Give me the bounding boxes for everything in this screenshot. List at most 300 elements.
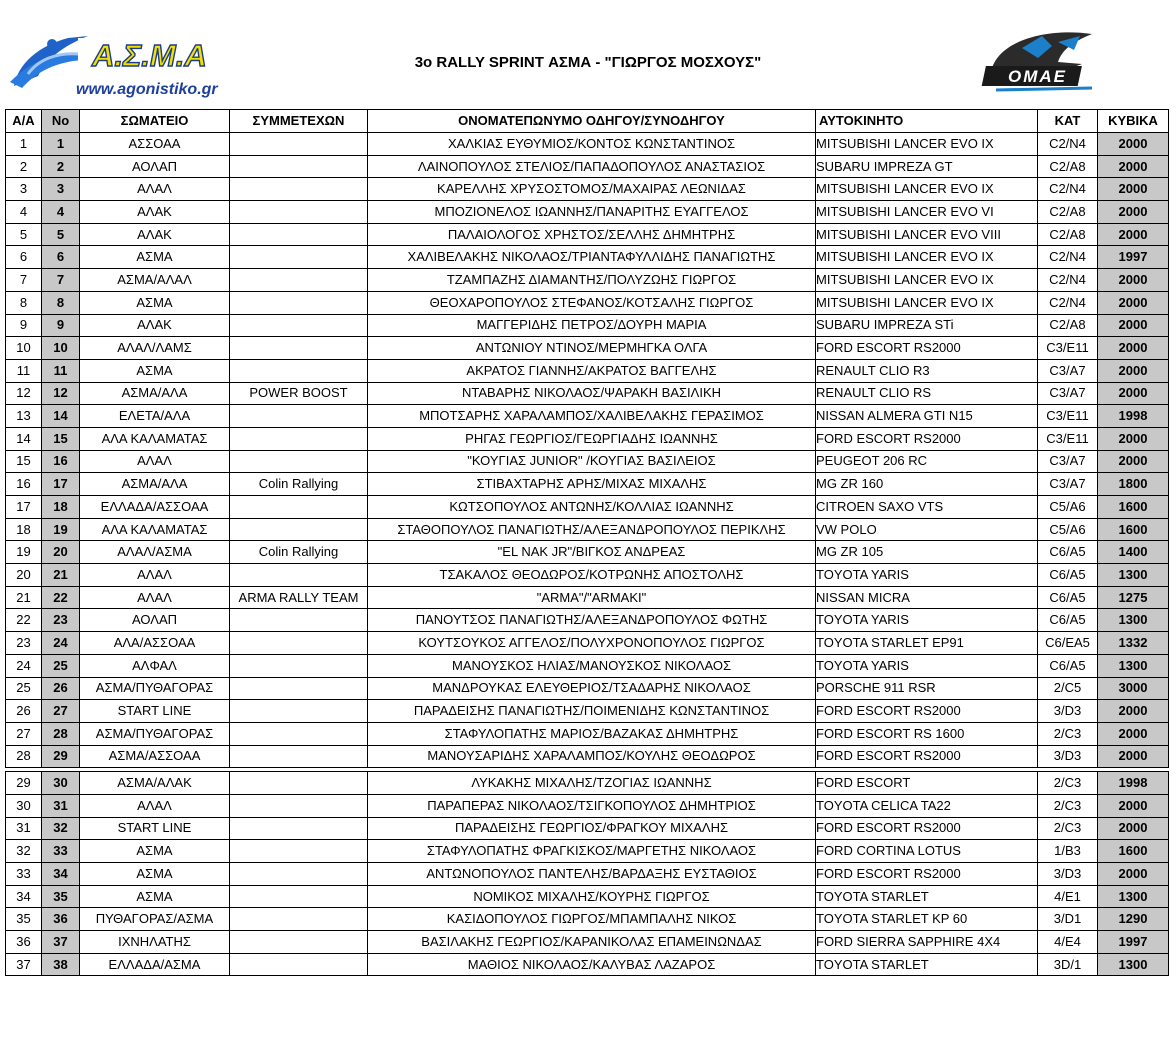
table-row: [6, 405, 1169, 428]
row-car: RENAULT CLIO RS: [816, 382, 1038, 405]
row-aa: 25: [6, 677, 42, 700]
row-club: ΑΛΑΛ: [80, 178, 230, 201]
row-cc: 1300: [1098, 564, 1169, 587]
row-car: TOYOTA STARLET EP91: [816, 632, 1038, 655]
row-cc: 2000: [1098, 382, 1169, 405]
row-club: ΑΣΜΑ/ΑΛΑΚ: [80, 772, 230, 795]
row-entrant: [230, 178, 368, 201]
row-entrant: [230, 722, 368, 745]
row-cc: 2000: [1098, 745, 1169, 768]
row-car: MITSUBISHI LANCER EVO VIII: [816, 223, 1038, 246]
row-car: SUBARU IMPREZA GT: [816, 155, 1038, 178]
row-entrant: [230, 908, 368, 931]
row-no: 16: [42, 450, 80, 473]
row-aa: 11: [6, 359, 42, 382]
row-class: C2/A8: [1038, 201, 1098, 224]
row-no: 4: [42, 201, 80, 224]
row-no: 11: [42, 359, 80, 382]
row-class: C2/N4: [1038, 178, 1098, 201]
row-no: 28: [42, 722, 80, 745]
row-entrant: [230, 564, 368, 587]
row-no: 14: [42, 405, 80, 428]
logo-left-url: www.agonistiko.gr: [76, 81, 218, 98]
table-row: [6, 518, 1169, 541]
table-header-row: [6, 110, 1169, 133]
row-no: 33: [42, 840, 80, 863]
row-no: 31: [42, 794, 80, 817]
row-no: 17: [42, 473, 80, 496]
table-row: [6, 794, 1169, 817]
table-row: [6, 745, 1169, 768]
row-no: 29: [42, 745, 80, 768]
row-club: ΑΛΑΚ: [80, 314, 230, 337]
row-class: 2/C3: [1038, 722, 1098, 745]
row-club: ΑΛΑΚ: [80, 223, 230, 246]
row-crew: ΑΝΤΩΝΟΠΟΥΛΟΣ ΠΑΝΤΕΛΗΣ/ΒΑΡΔΑΞΗΣ ΕΥΣΤΑΘΙΟΣ: [368, 863, 816, 886]
row-aa: 13: [6, 405, 42, 428]
row-class: C2/A8: [1038, 314, 1098, 337]
row-no: 3: [42, 178, 80, 201]
row-club: ΑΣΜΑ/ΑΛΑ: [80, 473, 230, 496]
row-entrant: [230, 609, 368, 632]
row-cc: 1300: [1098, 654, 1169, 677]
row-aa: 2: [6, 155, 42, 178]
row-cc: 2000: [1098, 269, 1169, 292]
row-no: 26: [42, 677, 80, 700]
row-club: ΑΛΑ/ΑΣΣΟΑΑ: [80, 632, 230, 655]
row-entrant: [230, 700, 368, 723]
row-entrant: ARMA RALLY TEAM: [230, 586, 368, 609]
row-entrant: [230, 677, 368, 700]
row-class: 2/C3: [1038, 794, 1098, 817]
row-aa: 31: [6, 817, 42, 840]
row-aa: 7: [6, 269, 42, 292]
row-crew: ΜΑΝΟΥΣΑΡΙΔΗΣ ΧΑΡΑΛΑΜΠΟΣ/ΚΟΥΛΗΣ ΘΕΟΔΩΡΟΣ: [368, 745, 816, 768]
row-entrant: [230, 496, 368, 519]
row-entrant: Colin Rallying: [230, 473, 368, 496]
row-crew: ΛΑΙΝΟΠΟΥΛΟΣ ΣΤΕΛΙΟΣ/ΠΑΠΑΔΟΠΟΥΛΟΣ ΑΝΑΣΤΑΣΙΟΣ: [368, 155, 816, 178]
row-no: 8: [42, 291, 80, 314]
table-row: [6, 178, 1169, 201]
row-entrant: [230, 359, 368, 382]
row-crew: ΚΑΡΕΛΛΗΣ ΧΡΥΣΟΣΤΟΜΟΣ/ΜΑΧΑΙΡΑΣ ΛΕΩΝΙΔΑΣ: [368, 178, 816, 201]
row-cc: 2000: [1098, 359, 1169, 382]
row-club: ΑΛΑΛ: [80, 794, 230, 817]
row-cc: 2000: [1098, 794, 1169, 817]
row-car: FORD ESCORT RS 1600: [816, 722, 1038, 745]
row-no: 9: [42, 314, 80, 337]
table-row: [6, 908, 1169, 931]
row-no: 2: [42, 155, 80, 178]
row-car: SUBARU IMPREZA STi: [816, 314, 1038, 337]
row-entrant: [230, 840, 368, 863]
table-row: [6, 772, 1169, 795]
row-cc: 1332: [1098, 632, 1169, 655]
row-crew: ΣΤΑΦΥΛΟΠΑΤΗΣ ΦΡΑΓΚΙΣΚΟΣ/ΜΑΡΓΕΤΗΣ ΝΙΚΟΛΑΟΣ: [368, 840, 816, 863]
row-cc: 2000: [1098, 863, 1169, 886]
table-row: [6, 609, 1169, 632]
row-club: ΑΣΜΑ: [80, 359, 230, 382]
row-club: ΑΣΜΑ: [80, 246, 230, 269]
row-aa: 28: [6, 745, 42, 768]
page-title: 3o RALLY SPRINT ΑΣΜΑ - "ΓΙΩΡΓΟΣ ΜΟΣΧΟΥΣ": [414, 54, 762, 71]
row-club: ΑΣΣΟΑΑ: [80, 133, 230, 156]
row-car: FORD ESCORT RS2000: [816, 863, 1038, 886]
row-club: ΑΟΛΑΠ: [80, 609, 230, 632]
row-aa: 3: [6, 178, 42, 201]
row-class: C3/E11: [1038, 405, 1098, 428]
row-entrant: [230, 885, 368, 908]
row-car: TOYOTA STARLET KP 60: [816, 908, 1038, 931]
row-no: 25: [42, 654, 80, 677]
row-aa: 22: [6, 609, 42, 632]
logo-right-text: ΟΜΑΕ: [1008, 67, 1067, 86]
row-crew: ΜΠΟΖΙΟΝΕΛΟΣ ΙΩΑΝΝΗΣ/ΠΑΝΑΡΙΤΗΣ ΕΥΑΓΓΕΛΟΣ: [368, 201, 816, 224]
row-aa: 34: [6, 885, 42, 908]
row-car: PORSCHE 911 RSR: [816, 677, 1038, 700]
table-row: [6, 269, 1169, 292]
row-class: 3/D3: [1038, 700, 1098, 723]
row-class: 3/D1: [1038, 908, 1098, 931]
col-header-cc: ΚΥΒΙΚΑ: [1098, 110, 1169, 133]
row-club: ΑΣΜΑ/ΠΥΘΑΓΟΡΑΣ: [80, 677, 230, 700]
table-row: [6, 541, 1169, 564]
row-class: C6/A5: [1038, 609, 1098, 632]
row-club: ΑΣΜΑ/ΑΣΣΟΑΑ: [80, 745, 230, 768]
row-club: ΑΛΑΛ: [80, 586, 230, 609]
logo-left-text: Α.Σ.Μ.Α: [92, 38, 207, 73]
row-class: C3/A7: [1038, 359, 1098, 382]
row-class: 4/E1: [1038, 885, 1098, 908]
row-club: START LINE: [80, 817, 230, 840]
row-club: ΑΣΜΑ: [80, 840, 230, 863]
row-crew: ΒΑΣΙΛΑΚΗΣ ΓΕΩΡΓΙΟΣ/ΚΑΡΑΝΙΚΟΛΑΣ ΕΠΑΜΕΙΝΩΝΔΑΣ: [368, 931, 816, 954]
row-no: 22: [42, 586, 80, 609]
row-crew: ΑΚΡΑΤΟΣ ΓΙΑΝΝΗΣ/ΑΚΡΑΤΟΣ ΒΑΓΓΕΛΗΣ: [368, 359, 816, 382]
table-row: [6, 564, 1169, 587]
row-aa: 5: [6, 223, 42, 246]
table-row: [6, 382, 1169, 405]
row-aa: 20: [6, 564, 42, 587]
row-cc: 2000: [1098, 427, 1169, 450]
row-entrant: [230, 745, 368, 768]
row-entrant: [230, 518, 368, 541]
row-cc: 1300: [1098, 953, 1169, 976]
row-entrant: [230, 863, 368, 886]
row-entrant: [230, 405, 368, 428]
row-crew: ΛΥΚΑΚΗΣ ΜΙΧΑΛΗΣ/ΤΖΟΓΙΑΣ ΙΩΑΝΝΗΣ: [368, 772, 816, 795]
row-cc: 2000: [1098, 133, 1169, 156]
row-cc: 2000: [1098, 155, 1169, 178]
row-aa: 9: [6, 314, 42, 337]
row-car: TOYOTA CELICA TA22: [816, 794, 1038, 817]
row-aa: 8: [6, 291, 42, 314]
row-crew: ΠΑΡΑΠΕΡΑΣ ΝΙΚΟΛΑΟΣ/ΤΣΙΓΚΟΠΟΥΛΟΣ ΔΗΜΗΤΡΙΟΣ: [368, 794, 816, 817]
table-row: [6, 314, 1169, 337]
row-crew: ΜΑΘΙΟΣ ΝΙΚΟΛΑΟΣ/ΚΑΛΥΒΑΣ ΛΑΖΑΡΟΣ: [368, 953, 816, 976]
row-cc: 2000: [1098, 700, 1169, 723]
row-car: MITSUBISHI LANCER EVO IX: [816, 269, 1038, 292]
row-crew: ΚΟΥΤΣΟΥΚΟΣ ΑΓΓΕΛΟΣ/ΠΟΛΥΧΡΟΝΟΠΟΥΛΟΣ ΓΙΩΡΓΟΣ: [368, 632, 816, 655]
omae-logo: [962, 28, 1122, 98]
row-entrant: [230, 291, 368, 314]
row-class: 2/C5: [1038, 677, 1098, 700]
row-no: 10: [42, 337, 80, 360]
table-row: [6, 496, 1169, 519]
table-row: [6, 632, 1169, 655]
row-class: 3/D3: [1038, 863, 1098, 886]
row-class: C6/A5: [1038, 586, 1098, 609]
row-club: ΑΣΜΑ/ΑΛΑΛ: [80, 269, 230, 292]
row-entrant: [230, 337, 368, 360]
row-aa: 26: [6, 700, 42, 723]
row-cc: 1290: [1098, 908, 1169, 931]
row-class: C3/A7: [1038, 473, 1098, 496]
row-crew: ΣΤΑΦΥΛΟΠΑΤΗΣ ΜΑΡΙΟΣ/ΒΑΖΑΚΑΣ ΔΗΜΗΤΡΗΣ: [368, 722, 816, 745]
row-entrant: [230, 632, 368, 655]
row-crew: ΧΑΛΚΙΑΣ ΕΥΘΥΜΙΟΣ/ΚΟΝΤΟΣ ΚΩΝΣΤΑΝΤΙΝΟΣ: [368, 133, 816, 156]
row-entrant: [230, 201, 368, 224]
row-club: ΕΛΛΑΔΑ/ΑΣΣΟΑΑ: [80, 496, 230, 519]
row-cc: 2000: [1098, 178, 1169, 201]
row-aa: 19: [6, 541, 42, 564]
row-crew: ΚΑΣΙΔΟΠΟΥΛΟΣ ΓΙΩΡΓΟΣ/ΜΠΑΜΠΑΛΗΣ ΝΙΚΟΣ: [368, 908, 816, 931]
row-no: 5: [42, 223, 80, 246]
row-class: C3/A7: [1038, 450, 1098, 473]
row-cc: 1600: [1098, 496, 1169, 519]
row-club: ΑΣΜΑ: [80, 291, 230, 314]
row-crew: ΧΑΛΙΒΕΛΑΚΗΣ ΝΙΚΟΛΑΟΣ/ΤΡΙΑΝΤΑΦΥΛΛΙΔΗΣ ΠΑΝΑΓΙΩΤΗΣ: [368, 246, 816, 269]
row-aa: 10: [6, 337, 42, 360]
row-aa: 37: [6, 953, 42, 976]
row-entrant: [230, 953, 368, 976]
row-club: ΑΛΑΛ/ΑΣΜΑ: [80, 541, 230, 564]
row-cc: 2000: [1098, 450, 1169, 473]
row-entrant: Colin Rallying: [230, 541, 368, 564]
table-row: [6, 840, 1169, 863]
row-class: C3/E11: [1038, 427, 1098, 450]
row-no: 27: [42, 700, 80, 723]
row-class: C5/A6: [1038, 518, 1098, 541]
col-header-crew: ΟΝΟΜΑΤΕΠΩΝΥΜΟ ΟΔΗΓΟΥ/ΣΥΝΟΔΗΓΟΥ: [368, 110, 816, 133]
row-club: ΑΛΑΚ: [80, 201, 230, 224]
row-aa: 17: [6, 496, 42, 519]
row-club: ΑΟΛΑΠ: [80, 155, 230, 178]
row-crew: ΜΑΝΔΡΟΥΚΑΣ ΕΛΕΥΘΕΡΙΟΣ/ΤΣΑΔΑΡΗΣ ΝΙΚΟΛΑΟΣ: [368, 677, 816, 700]
row-car: TOYOTA STARLET: [816, 953, 1038, 976]
table-row: [6, 654, 1169, 677]
row-no: 23: [42, 609, 80, 632]
row-car: FORD ESCORT: [816, 772, 1038, 795]
row-crew: "ARMA"/"ARMAKI": [368, 586, 816, 609]
row-no: 35: [42, 885, 80, 908]
col-header-class: ΚΑΤ: [1038, 110, 1098, 133]
table-row: [6, 155, 1169, 178]
table-row: [6, 337, 1169, 360]
col-header-aa: Α/Α: [6, 110, 42, 133]
row-club: ΑΣΜΑ/ΑΛΑ: [80, 382, 230, 405]
row-cc: 1600: [1098, 518, 1169, 541]
row-class: C2/N4: [1038, 133, 1098, 156]
row-aa: 18: [6, 518, 42, 541]
table-row: [6, 473, 1169, 496]
col-header-no: Νο: [42, 110, 80, 133]
row-cc: 2000: [1098, 337, 1169, 360]
row-class: C2/A8: [1038, 223, 1098, 246]
row-no: 21: [42, 564, 80, 587]
row-car: TOYOTA YARIS: [816, 609, 1038, 632]
row-aa: 30: [6, 794, 42, 817]
row-cc: 3000: [1098, 677, 1169, 700]
row-crew: "ΚΟΥΓΙΑΣ JUNIOR" /ΚΟΥΓΙΑΣ ΒΑΣΙΛΕΙΟΣ: [368, 450, 816, 473]
table-row: [6, 953, 1169, 976]
row-club: ΑΛΑ ΚΑΛΑΜΑΤΑΣ: [80, 427, 230, 450]
row-entrant: [230, 427, 368, 450]
row-cc: 1998: [1098, 772, 1169, 795]
table-row: [6, 359, 1169, 382]
row-cc: 1275: [1098, 586, 1169, 609]
row-class: C3/E11: [1038, 337, 1098, 360]
row-entrant: [230, 223, 368, 246]
row-cc: 1300: [1098, 885, 1169, 908]
row-club: ΑΛΑΛ/ΛΑΜΣ: [80, 337, 230, 360]
row-entrant: [230, 155, 368, 178]
row-crew: ΡΗΓΑΣ ΓΕΩΡΓΙΟΣ/ΓΕΩΡΓΙΑΔΗΣ ΙΩΑΝΝΗΣ: [368, 427, 816, 450]
row-aa: 15: [6, 450, 42, 473]
table-row: [6, 246, 1169, 269]
table-row: [6, 586, 1169, 609]
row-crew: ΠΑΡΑΔΕΙΣΗΣ ΠΑΝΑΓΙΩΤΗΣ/ΠΟΙΜΕΝΙΔΗΣ ΚΩΝΣΤΑΝΤΙΝΟΣ: [368, 700, 816, 723]
row-aa: 29: [6, 772, 42, 795]
table-row: [6, 722, 1169, 745]
row-crew: ΠΑΡΑΔΕΙΣΗΣ ΓΕΩΡΓΙΟΣ/ΦΡΑΓΚΟΥ ΜΙΧΑΛΗΣ: [368, 817, 816, 840]
row-aa: 32: [6, 840, 42, 863]
col-header-car: ΑΥΤΟΚΙΝΗΤΟ: [816, 110, 1038, 133]
row-entrant: [230, 654, 368, 677]
row-aa: 1: [6, 133, 42, 156]
table-row: [6, 817, 1169, 840]
row-entrant: [230, 450, 368, 473]
row-class: C2/A8: [1038, 155, 1098, 178]
row-no: 32: [42, 817, 80, 840]
row-cc: 1600: [1098, 840, 1169, 863]
row-class: C6/A5: [1038, 564, 1098, 587]
row-no: 19: [42, 518, 80, 541]
row-car: FORD ESCORT RS2000: [816, 337, 1038, 360]
row-club: ΑΛΑ ΚΑΛΑΜΑΤΑΣ: [80, 518, 230, 541]
row-crew: "EL NAK JR"/ΒΙΓΚΟΣ ΑΝΔΡΕΑΣ: [368, 541, 816, 564]
row-club: ΑΛΑΛ: [80, 450, 230, 473]
row-club: ΑΣΜΑ: [80, 885, 230, 908]
row-car: FORD CORTINA LOTUS: [816, 840, 1038, 863]
row-car: MG ZR 160: [816, 473, 1038, 496]
row-crew: ΚΩΤΣΟΠΟΥΛΟΣ ΑΝΤΩΝΗΣ/ΚΟΛΛΙΑΣ ΙΩΑΝΝΗΣ: [368, 496, 816, 519]
row-no: 24: [42, 632, 80, 655]
row-crew: ΠΑΛΑΙΟΛΟΓΟΣ ΧΡΗΣΤΟΣ/ΣΕΛΛΗΣ ΔΗΜΗΤΡΗΣ: [368, 223, 816, 246]
row-car: TOYOTA STARLET: [816, 885, 1038, 908]
row-crew: ΜΑΝΟΥΣΚΟΣ ΗΛΙΑΣ/ΜΑΝΟΥΣΚΟΣ ΝΙΚΟΛΑΟΣ: [368, 654, 816, 677]
row-club: ΑΣΜΑ/ΠΥΘΑΓΟΡΑΣ: [80, 722, 230, 745]
row-crew: ΤΖΑΜΠΑΖΗΣ ΔΙΑΜΑΝΤΗΣ/ΠΟΛΥΖΩΗΣ ΓΙΩΡΓΟΣ: [368, 269, 816, 292]
table-row: [6, 931, 1169, 954]
row-class: 1/B3: [1038, 840, 1098, 863]
row-aa: 33: [6, 863, 42, 886]
row-car: NISSAN ALMERA GTI N15: [816, 405, 1038, 428]
table-row: [6, 223, 1169, 246]
row-crew: ΑΝΤΩΝΙΟΥ ΝΤΙΝΟΣ/ΜΕΡΜΗΓΚΑ ΟΛΓΑ: [368, 337, 816, 360]
row-entrant: [230, 931, 368, 954]
row-club: ΑΣΜΑ: [80, 863, 230, 886]
row-entrant: [230, 246, 368, 269]
row-crew: ΠΑΝΟΥΤΣΟΣ ΠΑΝΑΓΙΩΤΗΣ/ΑΛΕΞΑΝΔΡΟΠΟΥΛΟΣ ΦΩΤΗΣ: [368, 609, 816, 632]
row-club: ΕΛΕΤΑ/ΑΛΑ: [80, 405, 230, 428]
row-aa: 23: [6, 632, 42, 655]
row-club: ΑΛΑΛ: [80, 564, 230, 587]
row-aa: 14: [6, 427, 42, 450]
row-aa: 6: [6, 246, 42, 269]
entry-list-table: [5, 109, 1169, 976]
row-no: 1: [42, 133, 80, 156]
row-aa: 35: [6, 908, 42, 931]
row-class: C3/A7: [1038, 382, 1098, 405]
col-header-club: ΣΩΜΑΤΕΙΟ: [80, 110, 230, 133]
row-cc: 1300: [1098, 609, 1169, 632]
row-car: RENAULT CLIO R3: [816, 359, 1038, 382]
row-aa: 4: [6, 201, 42, 224]
row-class: 3D/1: [1038, 953, 1098, 976]
row-cc: 1998: [1098, 405, 1169, 428]
row-car: FORD SIERRA SAPPHIRE 4X4: [816, 931, 1038, 954]
row-car: FORD ESCORT RS2000: [816, 817, 1038, 840]
row-class: C6/A5: [1038, 654, 1098, 677]
row-car: MITSUBISHI LANCER EVO IX: [816, 291, 1038, 314]
row-cc: 1997: [1098, 931, 1169, 954]
row-cc: 2000: [1098, 201, 1169, 224]
row-car: VW POLO: [816, 518, 1038, 541]
table-row: [6, 450, 1169, 473]
row-aa: 36: [6, 931, 42, 954]
table-row: [6, 677, 1169, 700]
row-class: C6/A5: [1038, 541, 1098, 564]
col-header-entrant: ΣΥΜΜΕΤΕΧΩΝ: [230, 110, 368, 133]
row-entrant: [230, 794, 368, 817]
row-no: 20: [42, 541, 80, 564]
row-car: MITSUBISHI LANCER EVO VI: [816, 201, 1038, 224]
row-crew: ΜΠΟΤΣΑΡΗΣ ΧΑΡΑΛΑΜΠΟΣ/ΧΑΛΙΒΕΛΑΚΗΣ ΓΕΡΑΣΙΜΟΣ: [368, 405, 816, 428]
row-club: ΑΛΦΑΛ: [80, 654, 230, 677]
row-class: 2/C3: [1038, 772, 1098, 795]
row-no: 12: [42, 382, 80, 405]
row-entrant: POWER BOOST: [230, 382, 368, 405]
row-car: TOYOTA YARIS: [816, 564, 1038, 587]
row-no: 36: [42, 908, 80, 931]
row-no: 6: [42, 246, 80, 269]
row-crew: ΘΕΟΧΑΡΟΠΟΥΛΟΣ ΣΤΕΦΑΝΟΣ/ΚΟΤΣΑΛΗΣ ΓΙΩΡΓΟΣ: [368, 291, 816, 314]
row-entrant: [230, 772, 368, 795]
row-aa: 24: [6, 654, 42, 677]
row-class: C5/A6: [1038, 496, 1098, 519]
row-car: FORD ESCORT RS2000: [816, 700, 1038, 723]
row-club: ΙΧΝΗΛΑΤΗΣ: [80, 931, 230, 954]
row-no: 15: [42, 427, 80, 450]
row-entrant: [230, 314, 368, 337]
row-cc: 1400: [1098, 541, 1169, 564]
row-car: MG ZR 105: [816, 541, 1038, 564]
row-cc: 2000: [1098, 291, 1169, 314]
row-crew: ΜΑΓΓΕΡΙΔΗΣ ΠΕΤΡΟΣ/ΔΟΥΡΗ ΜΑΡΙΑ: [368, 314, 816, 337]
row-car: CITROEN SAXO VTS: [816, 496, 1038, 519]
row-no: 18: [42, 496, 80, 519]
